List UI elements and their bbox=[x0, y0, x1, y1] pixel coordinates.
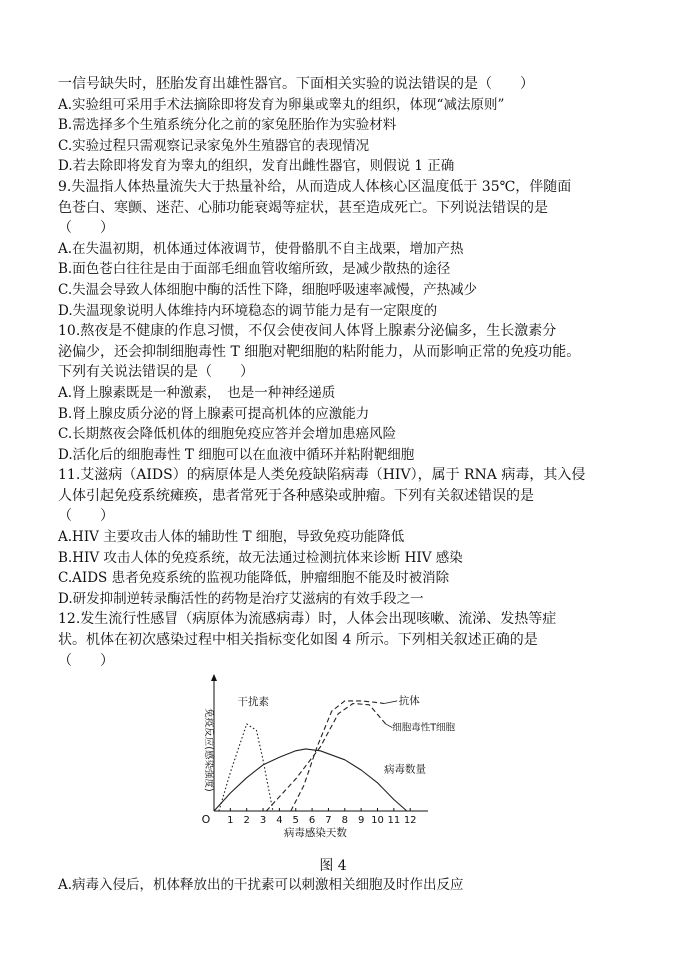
x-tick-label: 2 bbox=[243, 815, 250, 827]
answer-option: C.长期熬夜会降低机体的细胞免疫应答并会增加患癌风险 bbox=[58, 426, 397, 443]
question-line: 色苍白、寒颤、迷茫、心肺功能衰竭等症状，甚至造成死亡。下列说法错误的是 bbox=[58, 199, 548, 216]
x-tick-label: 5 bbox=[292, 815, 299, 827]
answer-option: C.失温会导致人体细胞中酶的活性下降，细胞呼吸速率减慢，产热减少 bbox=[58, 281, 478, 298]
x-tick-label: 12 bbox=[403, 815, 417, 827]
cytotoxic-t-cell-label: 细胞毒性T细胞 bbox=[392, 722, 456, 734]
antibody-leader-line bbox=[384, 701, 397, 704]
virus-count-label: 病毒数量 bbox=[384, 763, 427, 776]
x-tick-label: 9 bbox=[357, 815, 365, 827]
answer-option: B.HIV 攻击人体的免疫系统，故无法通过检测抗体来诊断 HIV 感染 bbox=[58, 549, 463, 566]
answer-option: D.若去除即将发育为睾丸的组织，发育出雌性器官，则假说 1 正确 bbox=[58, 158, 455, 175]
x-tick-label: 7 bbox=[325, 815, 332, 827]
question-line: 11.艾滋病（AIDS）的病原体是人类免疫缺陷病毒（HIV），属于 RNA 病毒，其入侵 bbox=[58, 467, 586, 484]
figure-4 bbox=[58, 671, 658, 857]
question-line: 12.发生流行性感冒（病原体为流感病毒）时，人体会出现咳嗽、流涕、发热等症 bbox=[58, 611, 557, 628]
answer-option: D.活化后的细胞毒性 T 细胞可以在血液中循环并粘附靶细胞 bbox=[58, 446, 415, 463]
answer-option: D.失温现象说明人体维持内环境稳态的调节能力是有一定限度的 bbox=[58, 302, 438, 319]
answer-option: B.面色苍白往往是由于面部毛细血管收缩所致，是减少散热的途径 bbox=[58, 261, 451, 278]
question-line: （ ） bbox=[58, 508, 114, 525]
y-axis-arrow bbox=[211, 674, 217, 681]
answer-option-block bbox=[58, 875, 658, 896]
virus-count-curve bbox=[214, 749, 407, 811]
x-tick-label: 1 bbox=[227, 815, 234, 827]
answer-option: C.实验过程只需观察记录家兔外生殖器官的表现情况 bbox=[58, 137, 370, 154]
antibody-label: 抗体 bbox=[398, 695, 420, 708]
question-line: 下列有关说法错误的是（ ） bbox=[58, 364, 254, 381]
question-line: 人体引起免疫系统瘫痪，患者常死于各种感染或肿瘤。下列有关叙述错误的是 bbox=[58, 487, 534, 504]
antibody-curve bbox=[291, 701, 384, 811]
answer-option: A.病毒入侵后，机体释放出的干扰素可以刺激相关细胞及时作出反应 bbox=[58, 877, 464, 894]
question-line: （ ） bbox=[58, 220, 114, 237]
y-axis-label: 免疫反应(感染强度) bbox=[203, 708, 214, 792]
question-line: 泌偏少，还会抑制细胞毒性 T 细胞对靶细胞的粘附能力，从而影响正常的免疫功能。 bbox=[58, 343, 581, 360]
interferon-curve bbox=[219, 724, 273, 811]
answer-option: B.肾上腺皮质分泌的肾上腺素可提高机体的应激能力 bbox=[58, 405, 370, 422]
x-tick-label: 10 bbox=[371, 815, 384, 827]
question-line: （ ） bbox=[58, 652, 114, 669]
immune-response-chart bbox=[198, 671, 456, 840]
answer-option: A.HIV 主要攻击人体的辅助性 T 细胞，导致免疫功能降低 bbox=[58, 529, 405, 546]
cytotoxic-t-cell-curve bbox=[266, 704, 385, 812]
x-tick-label: 3 bbox=[259, 815, 267, 827]
x-tick-label: 11 bbox=[387, 815, 401, 827]
x-tick-label: 4 bbox=[276, 815, 283, 827]
answer-option: D.研发抑制逆转录酶活性的药物是治疗艾滋病的有效手段之一 bbox=[58, 590, 424, 607]
question-line: 10.熬夜是不健康的作息习惯，不仅会使夜间人体肾上腺素分泌偏多，生长激素分 bbox=[58, 323, 557, 340]
interferon-label: 干扰素 bbox=[237, 695, 269, 708]
x-tick-label: 8 bbox=[341, 815, 348, 827]
question-line: 9.失温指人体热量流失大于热量补给，从而造成人体核心区温度低于 35℃，伴随面 bbox=[58, 178, 572, 195]
figure-caption: 图 4 bbox=[319, 858, 347, 875]
answer-option: A.在失温初期，机体通过体液调节，使骨骼肌不自主战栗，增加产热 bbox=[58, 240, 464, 257]
answer-option: A.实验组可采用手术法摘除即将发育为卵巢或睾丸的组织，体现“减法原则” bbox=[58, 96, 505, 113]
x-tick-label: 6 bbox=[308, 815, 316, 827]
answer-option: B.需选择多个生殖系统分化之前的家兔胚胎作为实验材料 bbox=[58, 117, 397, 134]
question-line: 状。机体在初次感染过程中相关指标变化如图 4 所示。下列相关叙述正确的是 bbox=[58, 632, 538, 649]
question-text-block bbox=[58, 74, 658, 671]
x-axis-label: 病毒感染天数 bbox=[283, 827, 347, 840]
question-line: 一信号缺失时，胚胎发育出雄性器官。下面相关实验的说法错误的是（ ） bbox=[58, 76, 534, 92]
answer-option: A.肾上腺素既是一种激素， 也是一种神经递质 bbox=[58, 384, 336, 401]
origin-label: O bbox=[201, 813, 211, 827]
answer-option: C.AIDS 患者免疫系统的监视功能降低，肿瘤细胞不能及时被消除 bbox=[58, 570, 450, 587]
exam-page bbox=[58, 74, 658, 896]
